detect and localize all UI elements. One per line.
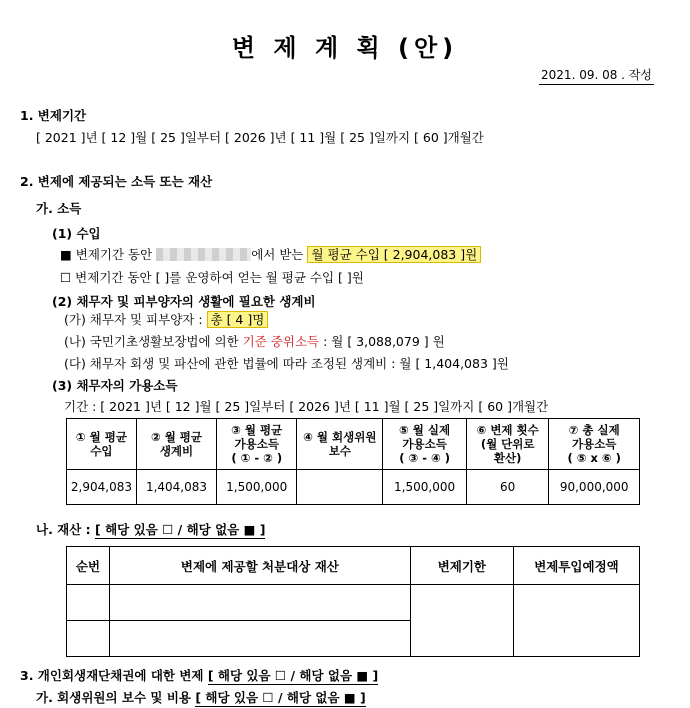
available-income-table bbox=[66, 418, 640, 505]
header-monthly-living-cost: ② 월 평균 생계비 bbox=[136, 419, 216, 470]
header-seq: 순번 bbox=[67, 547, 110, 585]
section-2-heading: 2. 변제에 제공되는 소득 또는 재산 bbox=[20, 174, 213, 189]
table-row bbox=[67, 585, 640, 621]
dependents-line bbox=[64, 310, 268, 328]
page-title: 변 제 계 획 (안) bbox=[231, 34, 459, 62]
available-income-period: 기간 : [ 2021 ]년 [ 12 ]월 [ 25 ]일부터 [ 2026 ]년 [ 11 ]월 [ 25 ]일까지 [ 60 ]개월간 bbox=[64, 399, 549, 414]
redacted-employer bbox=[156, 248, 251, 261]
trustee-fee-label: 가. 회생위원의 보수 및 비용 bbox=[36, 690, 191, 705]
property-table bbox=[66, 546, 640, 657]
empty-cell bbox=[109, 621, 410, 657]
living-cost-title: (2) 채무자 및 피부양자의 생활에 필요한 생계비 bbox=[52, 294, 316, 309]
property-label: 나. 재산 : bbox=[36, 522, 91, 537]
header-total-available: ⑦ 총 실제 가용소득 ( ⑤ x ⑥ ) bbox=[549, 419, 640, 470]
header-trustee-fee: ④ 월 회생위원 보수 bbox=[297, 419, 383, 470]
income-line-1 bbox=[60, 245, 481, 263]
header-monthly-income: ① 월 평균 수입 bbox=[67, 419, 137, 470]
income-title: (1) 수입 bbox=[52, 226, 101, 241]
dependents-count-highlight: 총 [ 4 ]명 bbox=[207, 311, 269, 328]
empty-cell bbox=[67, 621, 110, 657]
cell-total-available: 90,000,000 bbox=[549, 470, 640, 505]
header-due-date: 변제기한 bbox=[410, 547, 513, 585]
written-date: 2021. 09. 08 . 작성 bbox=[539, 66, 654, 85]
table-header-row bbox=[67, 419, 640, 470]
cell-actual-available: 1,500,000 bbox=[383, 470, 467, 505]
table-row bbox=[67, 470, 640, 505]
income-line-2: ☐ 변제기간 동안 [ ]를 운영하여 얻는 월 평균 수입 [ ]원 bbox=[60, 270, 364, 285]
empty-cell bbox=[513, 585, 639, 657]
median-income-label: (나) 국민기초생활보장법에 의한 bbox=[64, 334, 239, 349]
section-3-line bbox=[20, 666, 378, 684]
header-monthly-available: ③ 월 평균 가용소득 ( ① - ② ) bbox=[217, 419, 297, 470]
cell-repayment-count: 60 bbox=[466, 470, 549, 505]
median-income-term: 기준 중위소득 bbox=[242, 334, 320, 349]
header-property: 변제에 제공할 처분대상 재산 bbox=[109, 547, 410, 585]
property-line bbox=[36, 520, 265, 538]
cell-monthly-income: 2,904,083 bbox=[67, 470, 137, 505]
section-1-heading: 1. 변제기간 bbox=[20, 108, 87, 123]
adjusted-living-cost-line: (다) 채무자 회생 및 파산에 관한 법률에 따라 조정된 생계비 : 월 [ 1,404,083 ]원 bbox=[64, 356, 509, 371]
trustee-fee-status: [ 해당 있음 ☐ / 해당 없음 ■ ] bbox=[195, 690, 366, 705]
property-status: [ 해당 있음 ☐ / 해당 없음 ■ ] bbox=[95, 522, 266, 537]
income-subheading: 가. 소득 bbox=[36, 201, 82, 216]
monthly-income-highlight: 월 평균 수입 [ 2,904,083 ]원 bbox=[307, 246, 481, 263]
income-line-1-prefix: ■ 변제기간 동안 bbox=[60, 247, 153, 262]
header-actual-available: ⑤ 월 실제 가용소득 ( ③ - ④ ) bbox=[383, 419, 467, 470]
median-income-value: : 월 [ 3,088,079 ] 원 bbox=[323, 334, 445, 349]
available-income-title: (3) 채무자의 가용소득 bbox=[52, 378, 178, 393]
median-income-line bbox=[64, 332, 445, 350]
section-3-status: [ 해당 있음 ☐ / 해당 없음 ■ ] bbox=[207, 668, 379, 683]
dependents-label: (가) 채무자 및 피부양자 : bbox=[64, 312, 203, 327]
repayment-period: [ 2021 ]년 [ 12 ]월 [ 25 ]일부터 [ 2026 ]년 [ 11 ]월 [ 25 ]일까지 [ 60 ]개월간 bbox=[36, 130, 484, 145]
income-line-1-mid: 에서 받는 bbox=[251, 247, 304, 262]
trustee-fee-line bbox=[36, 688, 366, 706]
cell-monthly-living-cost: 1,404,083 bbox=[136, 470, 216, 505]
empty-cell bbox=[67, 585, 110, 621]
empty-cell bbox=[410, 585, 513, 657]
header-repayment-count: ⑥ 변제 횟수 (월 단위로 환산) bbox=[466, 419, 549, 470]
cell-trustee-fee bbox=[297, 470, 383, 505]
empty-cell bbox=[109, 585, 410, 621]
cell-monthly-available: 1,500,000 bbox=[217, 470, 297, 505]
header-planned-amount: 변제투입예정액 bbox=[513, 547, 639, 585]
table-header-row bbox=[67, 547, 640, 585]
section-3-label: 3. 개인회생재단채권에 대한 변제 bbox=[20, 668, 204, 683]
